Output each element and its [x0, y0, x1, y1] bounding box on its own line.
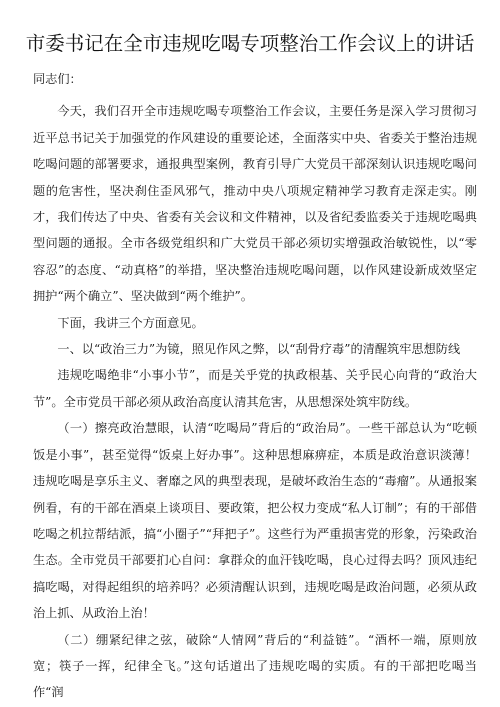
paragraph-subsection-2: （二）绷紧纪律之弦，破除“人情网”背后的“利益链”。“酒杯一端，原则放宽；筷子一挥，纪律全飞。”这句话道出了违规吃喝的实质。有的干部把吃喝当作“润	[33, 632, 477, 700]
paragraph-subsection-1: （一）擦亮政治慧眼，认清“吃喝局”背后的“政治局”。一些干部总认为“吃顿饭是小事”，甚至觉得“饭桌上好办事”。这种思想麻痹症，本质是政治意识淡薄！违规吃喝是享乐主义、奢靡之风的典型表现，是破坏政治生态的“毒瘤”。从通报案例看，有的干部在酒桌上谈项目、要政策，把公权力变成“私人订制”；有的干部借吃喝之机拉帮结派，搞“小圈子”“拜把子”。这些行为严重损害党的形象，污染政治生态。全市党员干部要扪心自问：拿群众的血汗钱吃喝，良心过得去吗？顶风违纪搞吃喝，对得起组织的培养吗？必须清醒认识到，违规吃喝是政治问题，必须从政治上抓、从政治上治！	[33, 421, 477, 621]
paragraph-outline: 下面，我讲三个方面意见。	[57, 315, 204, 330]
salutation: 同志们：	[33, 72, 82, 86]
paragraph-section-1-lead: 违规吃喝绝非“小事小节”，而是关乎党的执政根基、关乎民心向背的“政治大节”。全市党员干部必须从政治高度认清其危害，从思想深处筑牢防线。	[33, 368, 477, 409]
section-heading-1: 一、以“政治三力”为镜，照见作风之弊，以“刮骨疗毒”的清醒筑牢思想防线	[57, 342, 461, 357]
document-body	[33, 66, 477, 706]
document-title: 市委书记在全市违规吃喝专项整治工作会议上的讲话	[25, 32, 475, 55]
paragraph-intro: 今天，我们召开全市违规吃喝专项整治工作会议，主要任务是深入学习贯彻习近平总书记关于加强党的作风建设的重要论述，全面落实中央、省委关于整治违规吃喝问题的部署要求，通报典型案例，教育引导广大党员干部深刻认识违规吃喝问题的危害性，坚决刹住歪风邪气，推动中央八项规定精神学习教育走深走实。刚才，我们传达了中央、省委有关会议和文件精神，以及省纪委监委关于违规吃喝典型问题的通报。全市各级党组织和广大党员干部必须切实增强政治敏锐性，以“零容忍”的态度、“动真格”的举措，坚决整治违规吃喝问题，以作风建设新成效坚定拥护“两个确立”、坚决做到“两个维护”。	[33, 104, 477, 304]
